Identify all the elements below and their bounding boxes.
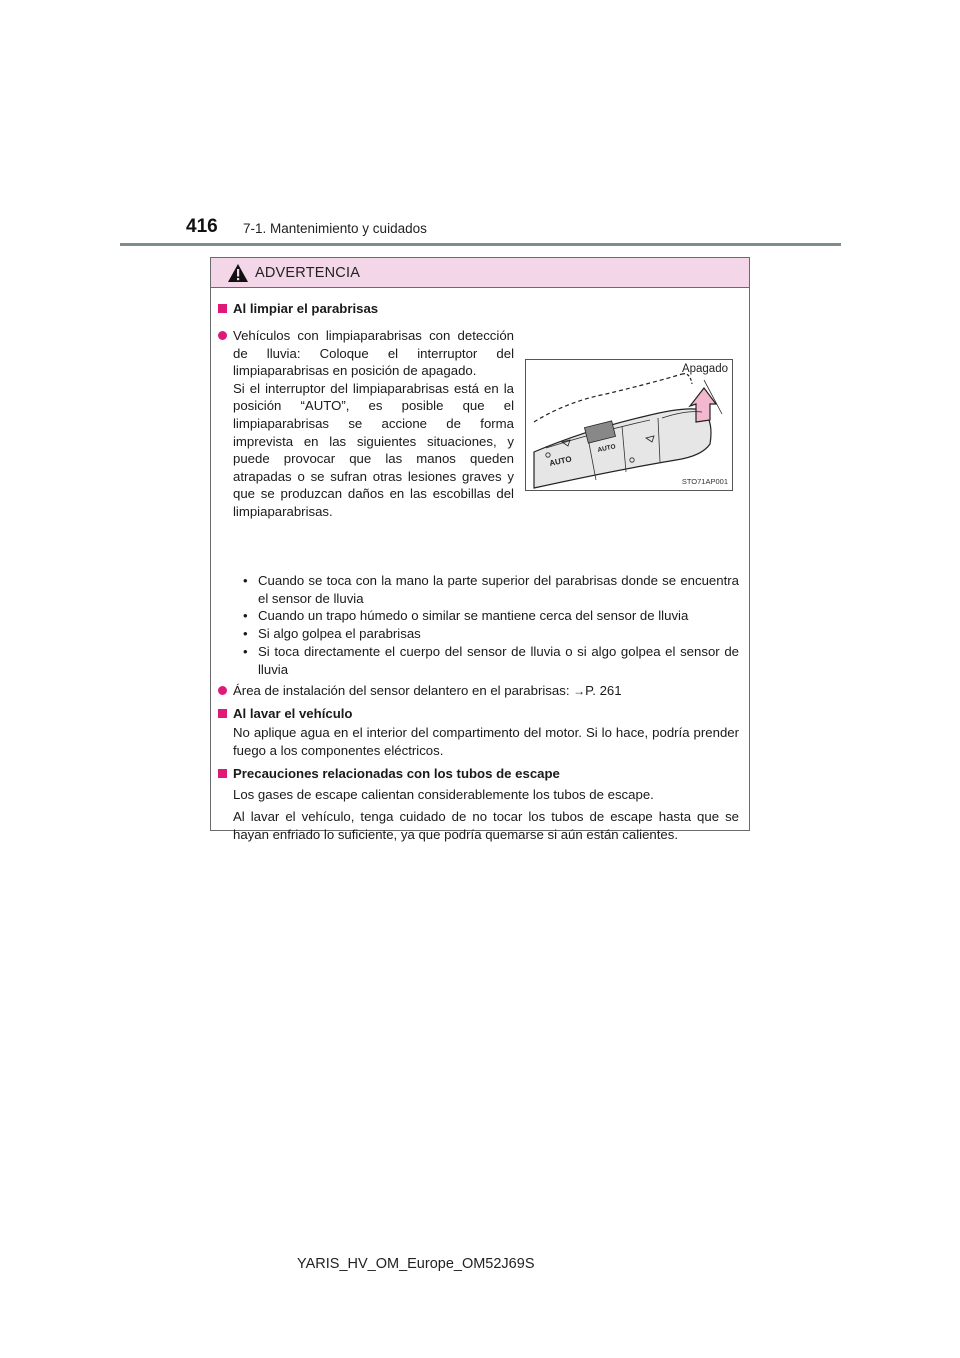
wiper-heading-text: Al limpiar el parabrisas	[233, 301, 379, 316]
warning-box	[210, 257, 750, 842]
bullet-dot: •	[243, 573, 248, 588]
warning-triangle-icon	[227, 263, 249, 283]
figure-auto-text: AUTO	[548, 454, 573, 468]
figure-code: STO71AP001	[681, 477, 728, 486]
square-bullet-icon	[218, 769, 227, 778]
wiper-point-1-more: Si el interruptor del limpiaparabrisas está en la posición “AUTO”, es posible que el limpiaparabrisas se accione de forma imprevista en las siguientes situaciones, y puede provocar que las manos queden atrapadas o se sufran otras lesiones graves y que se produzcan daños en las escobillas del limpiaparabrisas.	[233, 380, 514, 519]
exhaust-heading	[218, 766, 560, 781]
wiper-switch-figure	[525, 359, 733, 491]
exhaust-text-2: Al lavar el vehículo, tenga cuidado de no tocar los tubos de escape hasta que se hayan enfriado lo suficiente, ya que podría quemarse si aún están calientes.	[233, 809, 739, 842]
square-bullet-icon	[218, 709, 227, 718]
wiper-bullet-2	[243, 607, 739, 625]
wiper-bullet-2-text: Cuando un trapo húmedo o similar se mantiene cerca del sensor de lluvia	[258, 608, 689, 623]
wiper-bullet-3-text: Si algo golpea el parabrisas	[258, 626, 421, 641]
wiper-switch-illustration	[526, 360, 732, 490]
wash-heading	[218, 706, 352, 721]
wiper-heading	[218, 301, 378, 316]
wiper-bullet-4-text: Si toca directamente el cuerpo del sensor de lluvia o si algo golpea el sensor de lluvia	[258, 644, 739, 677]
wiper-bullet-1	[243, 572, 739, 607]
bullet-dot: •	[243, 608, 248, 623]
wiper-bullet-4	[243, 643, 739, 678]
footer-document-code: YARIS_HV_OM_Europe_OM52J69S	[297, 1256, 535, 1272]
bullet-dot: •	[243, 626, 248, 641]
wiper-bullet-1-text: Cuando se toca con la mano la parte superior del parabrisas donde se encuentra el sensor de lluvia	[258, 573, 739, 606]
circle-bullet-icon	[218, 331, 227, 340]
wiper-point-2-text: Área de instalación del sensor delantero en el parabrisas:	[233, 683, 574, 698]
figure-label-off: Apagado	[681, 363, 728, 375]
reference-arrow-icon: →	[573, 684, 586, 698]
section-title: 7-1. Mantenimiento y cuidados	[243, 221, 427, 236]
header-rule	[120, 243, 841, 246]
warning-header	[211, 258, 749, 288]
wash-text: No aplique agua en el interior del compartimento del motor. Si lo hace, podría prender fuego a los componentes eléctricos.	[233, 725, 739, 758]
wiper-point-2	[218, 682, 738, 701]
warning-title: ADVERTENCIA	[255, 264, 361, 281]
wiper-point-1-text: Vehículos con limpiaparabrisas con detección de lluvia: Coloque el interruptor del limpiaparabrisas en posición de apagado.	[233, 328, 514, 379]
page-number: 416	[186, 216, 218, 237]
circle-bullet-icon	[218, 686, 227, 695]
square-bullet-icon	[218, 304, 227, 313]
wash-heading-text: Al lavar el vehículo	[233, 706, 353, 721]
wiper-point-1	[218, 327, 514, 521]
exhaust-heading-text: Precauciones relacionadas con los tubos de escape	[233, 766, 560, 781]
page-reference-link[interactable]: P. 261	[585, 683, 622, 698]
wiper-bullet-3	[243, 625, 739, 643]
bullet-dot: •	[243, 644, 248, 659]
exhaust-text-1: Los gases de escape calientan considerablemente los tubos de escape.	[233, 787, 654, 802]
figure-auto-text-2: AUTO	[596, 443, 617, 454]
